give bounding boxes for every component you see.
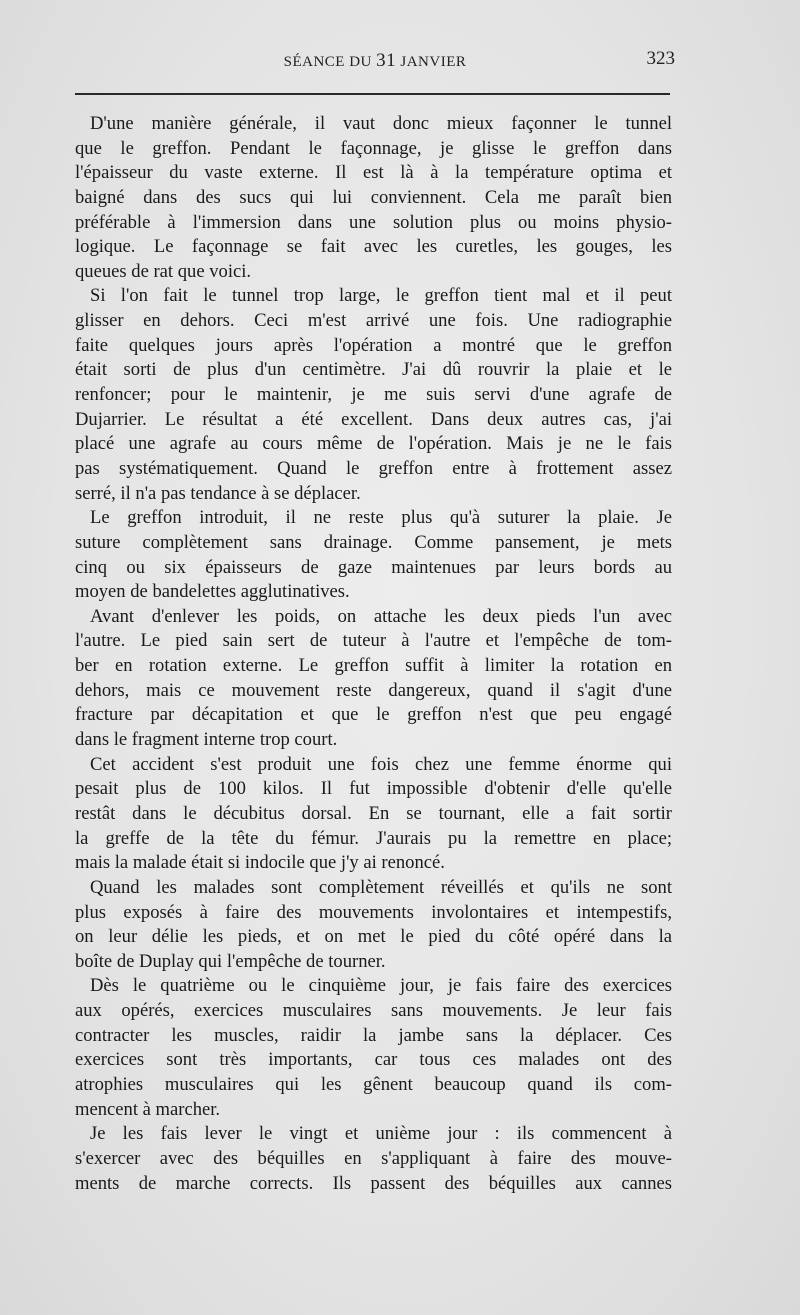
paragraph xyxy=(75,605,672,753)
text-line: Dujarrier. Le résultat a été excellent. Dans deux autres cas, j'ai xyxy=(75,408,672,430)
text-line: Avant d'enlever les poids, on attache les deux pieds l'un avec xyxy=(90,605,672,627)
text-line: D'une manière générale, il vaut donc mieux façonner le tunnel xyxy=(90,113,672,134)
paragraph xyxy=(75,112,672,284)
text-line: cinq ou six épaisseurs de gaze maintenues par leurs bords au xyxy=(75,556,672,578)
text-line: Si l'on fait le tunnel trop large, le greffon tient mal et il peut xyxy=(90,285,672,307)
text-line: mencent à marcher. xyxy=(75,1098,221,1120)
text-line: exercices sont très importants, car tous ces malades ont des xyxy=(75,1049,672,1071)
text-line: moyen de bandelettes agglutinatives. xyxy=(75,581,350,603)
header-rule xyxy=(75,93,670,95)
text-line: boîte de Duplay qui l'empêche de tourner. xyxy=(75,950,386,972)
text-line: dans le fragment interne trop court. xyxy=(75,729,338,751)
paragraph xyxy=(75,876,672,975)
text-line: ber en rotation externe. Le greffon suffit à limiter la rotation en xyxy=(75,655,672,677)
text-line: Le greffon introduit, il ne reste plus qu'à suturer la plaie. Je xyxy=(90,507,672,529)
text-line: mais la malade était si indocile que j'y ai renoncé. xyxy=(75,852,445,874)
text-line: glisser en dehors. Ceci m'est arrivé une fois. Une radiographie xyxy=(75,310,672,332)
text-line: l'épaisseur du vaste externe. Il est là à la température optima et xyxy=(75,162,672,184)
text-line: préférable à l'immersion dans une solution plus ou moins physio- xyxy=(75,211,672,233)
paragraph xyxy=(75,1122,672,1196)
text-line: était sorti de plus d'un centimètre. J'ai dû rouvrir la plaie et le xyxy=(75,359,672,381)
text-line: l'autre. Le pied sain sert de tuteur à l'autre et l'empêche de tom- xyxy=(75,630,672,652)
text-line: Cet accident s'est produit une fois chez une femme énorme qui xyxy=(90,753,672,775)
paragraph xyxy=(75,974,672,1122)
text-line: on leur délie les pieds, et on met le pied du côté opéré dans la xyxy=(75,926,672,948)
text-line: dehors, mais ce mouvement reste dangereux, quand il s'agit d'une xyxy=(75,679,672,701)
text-line: s'exercer avec des béquilles en s'appliquant à faire des mouve- xyxy=(75,1147,672,1169)
text-line: logique. Le façonnage se fait avec les curetles, les gouges, les xyxy=(75,236,672,258)
body-text xyxy=(75,112,672,1196)
text-line: ments de marche corrects. Ils passent des béquilles aux cannes xyxy=(75,1172,672,1194)
text-line: queues de rat que voici. xyxy=(75,260,252,282)
text-line: aux opérés, exercices musculaires sans mouvements. Je leur fais xyxy=(75,1000,672,1022)
text-line: la greffe de la tête du fémur. J'aurais pu la remettre en place; xyxy=(75,827,672,849)
text-line: placé une agrafe au cours même de l'opération. Mais je ne le fais xyxy=(75,433,672,455)
running-head: SÉANCE DU 31 JANVIER xyxy=(283,50,467,71)
text-line: contracter les muscles, raidir la jambe sans la déplacer. Ces xyxy=(75,1024,672,1046)
text-line: renfoncer; pour le maintenir, je me suis servi d'une agrafe de xyxy=(75,384,672,406)
text-line: faite quelques jours après l'opération a montré que le greffon xyxy=(75,334,672,356)
page-header xyxy=(75,50,675,74)
text-line: Je les fais lever le vingt et unième jour : ils commencent à xyxy=(90,1123,672,1145)
text-line: suture complètement sans drainage. Comme pansement, je mets xyxy=(75,531,672,553)
paragraph xyxy=(75,753,672,876)
text-line: que le greffon. Pendant le façonnage, je glisse le greffon dans xyxy=(75,137,672,159)
text-line: pesait plus de 100 kilos. Il fut impossible d'obtenir d'elle qu'elle xyxy=(75,778,672,800)
text-line: serré, il n'a pas tendance à se déplacer. xyxy=(75,482,361,504)
text-line: Quand les malades sont complètement réveillés et qu'ils ne sont xyxy=(90,876,672,898)
paragraph xyxy=(75,284,672,506)
text-line: restât dans le décubitus dorsal. En se tournant, elle a fait sortir xyxy=(75,802,672,824)
text-line: plus exposés à faire des mouvements involontaires et intempestifs, xyxy=(75,901,672,923)
page-number: 323 xyxy=(646,48,675,69)
text-line: baigné dans des sucs qui lui conviennent. Cela me paraît bien xyxy=(75,186,672,208)
text-line: Dès le quatrième ou le cinquième jour, je fais faire des exercices xyxy=(90,975,672,997)
text-line: pas systématiquement. Quand le greffon entre à frottement assez xyxy=(75,457,672,479)
paragraph xyxy=(75,506,672,605)
text-line: atrophies musculaires qui les gênent beaucoup quand ils com- xyxy=(75,1073,672,1095)
text-line: fracture par décapitation et que le greffon n'est que peu engagé xyxy=(75,704,672,726)
